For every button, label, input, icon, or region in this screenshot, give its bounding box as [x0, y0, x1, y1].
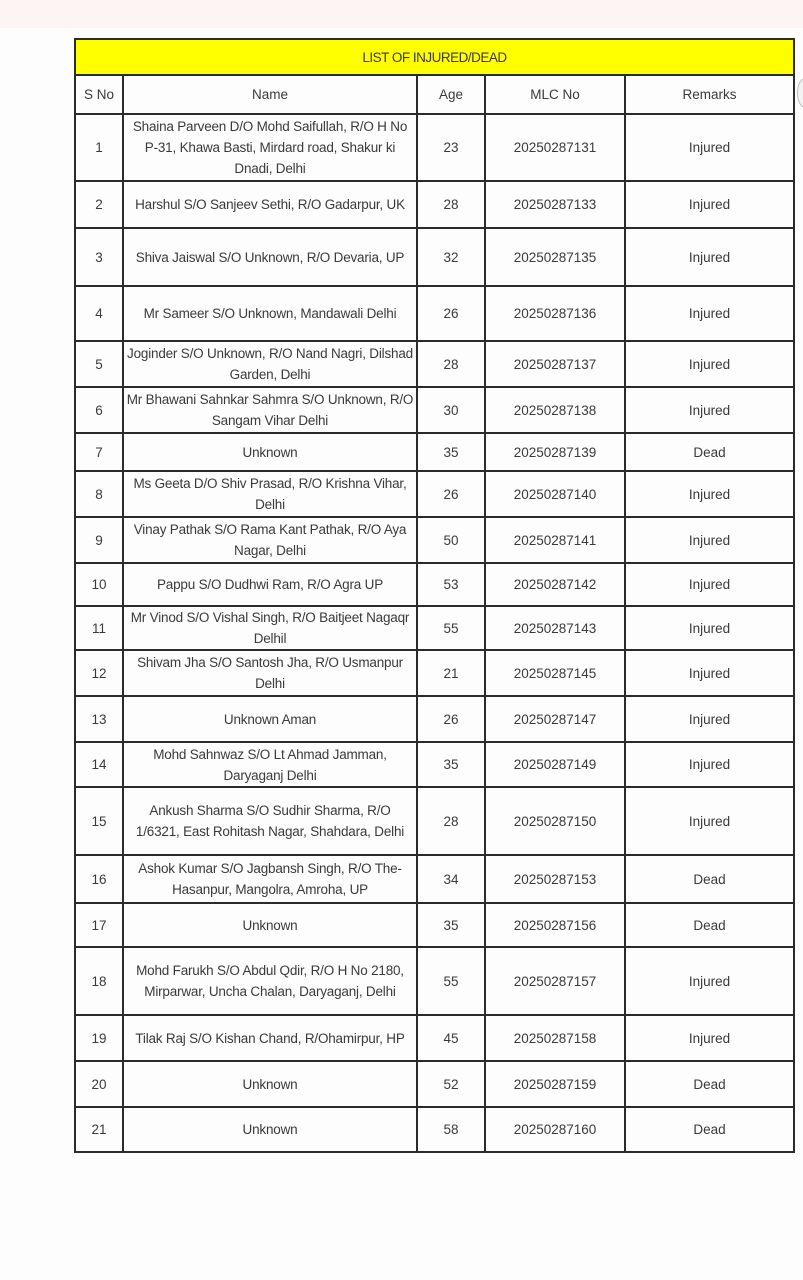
header-remarks: Remarks	[625, 75, 794, 114]
table-row	[75, 1107, 794, 1152]
cell-sno: 1	[75, 114, 123, 181]
table-row	[75, 696, 794, 742]
cell-age: 58	[417, 1107, 485, 1152]
table-row	[75, 286, 794, 341]
cell-mlc-no: 20250287137	[485, 341, 625, 387]
cell-sno: 15	[75, 787, 123, 855]
cell-name: Tilak Raj S/O Kishan Chand, R/Ohamirpur, HP	[123, 1015, 417, 1061]
cell-mlc-no: 20250287158	[485, 1015, 625, 1061]
cell-remarks: Injured	[625, 471, 794, 517]
cell-mlc-no: 20250287142	[485, 563, 625, 606]
cell-sno: 13	[75, 696, 123, 742]
cell-sno: 18	[75, 947, 123, 1015]
cell-age: 35	[417, 433, 485, 471]
cell-mlc-no: 20250287150	[485, 787, 625, 855]
cell-name: Shiva Jaiswal S/O Unknown, R/O Devaria, UP	[123, 228, 417, 286]
table-row	[75, 433, 794, 471]
cell-sno: 6	[75, 387, 123, 433]
cell-remarks: Dead	[625, 1107, 794, 1152]
table-row	[75, 181, 794, 228]
cell-sno: 11	[75, 606, 123, 650]
table-title: LIST OF INJURED/DEAD	[75, 39, 794, 75]
cell-remarks: Injured	[625, 650, 794, 696]
cell-mlc-no: 20250287156	[485, 903, 625, 947]
cell-remarks: Injured	[625, 387, 794, 433]
table-row	[75, 650, 794, 696]
cell-sno: 2	[75, 181, 123, 228]
header-mlc-no: MLC No	[485, 75, 625, 114]
title-row	[75, 39, 794, 75]
cell-mlc-no: 20250287143	[485, 606, 625, 650]
cell-remarks: Dead	[625, 903, 794, 947]
cell-name: Harshul S/O Sanjeev Sethi, R/O Gadarpur, UK	[123, 181, 417, 228]
cell-name: Ashok Kumar S/O Jagbansh Singh, R/O The-Hasanpur, Mangolra, Amroha, UP	[123, 855, 417, 903]
cell-remarks: Injured	[625, 947, 794, 1015]
cell-remarks: Injured	[625, 181, 794, 228]
cell-sno: 7	[75, 433, 123, 471]
cell-remarks: Injured	[625, 228, 794, 286]
table-row	[75, 228, 794, 286]
cell-remarks: Injured	[625, 286, 794, 341]
cell-remarks: Injured	[625, 517, 794, 563]
cell-name: Mohd Farukh S/O Abdul Qdir, R/O H No 2180, Mirparwar, Uncha Chalan, Daryaganj, Delhi	[123, 947, 417, 1015]
cell-age: 28	[417, 341, 485, 387]
injured-dead-table	[74, 38, 795, 1153]
cell-mlc-no: 20250287145	[485, 650, 625, 696]
table-row	[75, 903, 794, 947]
cell-sno: 3	[75, 228, 123, 286]
table-row	[75, 787, 794, 855]
cell-age: 52	[417, 1061, 485, 1107]
cell-name: Shivam Jha S/O Santosh Jha, R/O Usmanpur Delhi	[123, 650, 417, 696]
cell-age: 32	[417, 228, 485, 286]
cell-remarks: Injured	[625, 787, 794, 855]
cell-mlc-no: 20250287131	[485, 114, 625, 181]
table-row	[75, 1061, 794, 1107]
cell-sno: 21	[75, 1107, 123, 1152]
cell-mlc-no: 20250287138	[485, 387, 625, 433]
table-row	[75, 114, 794, 181]
cell-sno: 20	[75, 1061, 123, 1107]
table-row	[75, 947, 794, 1015]
cell-mlc-no: 20250287140	[485, 471, 625, 517]
cell-age: 30	[417, 387, 485, 433]
cell-remarks: Injured	[625, 563, 794, 606]
cell-remarks: Injured	[625, 341, 794, 387]
cell-age: 55	[417, 606, 485, 650]
table-row	[75, 471, 794, 517]
cell-name: Ankush Sharma S/O Sudhir Sharma, R/O 1/6321, East Rohitash Nagar, Shahdara, Delhi	[123, 787, 417, 855]
cell-name: Mr Bhawani Sahnkar Sahmra S/O Unknown, R/O Sangam Vihar Delhi	[123, 387, 417, 433]
cell-sno: 8	[75, 471, 123, 517]
table-row	[75, 387, 794, 433]
cell-mlc-no: 20250287149	[485, 742, 625, 787]
cell-remarks: Dead	[625, 855, 794, 903]
cell-age: 26	[417, 471, 485, 517]
cell-remarks: Injured	[625, 742, 794, 787]
cell-age: 53	[417, 563, 485, 606]
cell-name: Unknown Aman	[123, 696, 417, 742]
table-row	[75, 1015, 794, 1061]
table-row	[75, 563, 794, 606]
cell-mlc-no: 20250287157	[485, 947, 625, 1015]
cell-name: Mohd Sahnwaz S/O Lt Ahmad Jamman, Daryaganj Delhi	[123, 742, 417, 787]
cell-remarks: Injured	[625, 696, 794, 742]
table-row	[75, 517, 794, 563]
header-row	[75, 75, 794, 114]
cell-mlc-no: 20250287135	[485, 228, 625, 286]
cell-age: 23	[417, 114, 485, 181]
header-age: Age	[417, 75, 485, 114]
cell-mlc-no: 20250287153	[485, 855, 625, 903]
cell-mlc-no: 20250287139	[485, 433, 625, 471]
cell-sno: 17	[75, 903, 123, 947]
cell-mlc-no: 20250287136	[485, 286, 625, 341]
cell-sno: 9	[75, 517, 123, 563]
cell-mlc-no: 20250287141	[485, 517, 625, 563]
cell-name: Mr Vinod S/O Vishal Singh, R/O Baitjeet Nagaqr Delhil	[123, 606, 417, 650]
cell-age: 21	[417, 650, 485, 696]
cell-mlc-no: 20250287160	[485, 1107, 625, 1152]
cell-name: Unknown	[123, 1107, 417, 1152]
cell-mlc-no: 20250287159	[485, 1061, 625, 1107]
cell-age: 34	[417, 855, 485, 903]
table-row	[75, 855, 794, 903]
table-row	[75, 742, 794, 787]
cell-age: 35	[417, 742, 485, 787]
cell-sno: 4	[75, 286, 123, 341]
cell-age: 28	[417, 181, 485, 228]
header-name: Name	[123, 75, 417, 114]
cell-remarks: Dead	[625, 433, 794, 471]
cell-mlc-no: 20250287133	[485, 181, 625, 228]
cell-sno: 10	[75, 563, 123, 606]
cell-sno: 16	[75, 855, 123, 903]
table-row	[75, 606, 794, 650]
cell-age: 55	[417, 947, 485, 1015]
cell-name: Pappu S/O Dudhwi Ram, R/O Agra UP	[123, 563, 417, 606]
cell-name: Unknown	[123, 433, 417, 471]
cell-mlc-no: 20250287147	[485, 696, 625, 742]
cell-age: 50	[417, 517, 485, 563]
cell-age: 35	[417, 903, 485, 947]
cell-remarks: Injured	[625, 114, 794, 181]
cell-remarks: Injured	[625, 1015, 794, 1061]
cell-remarks: Dead	[625, 1061, 794, 1107]
cell-name: Joginder S/O Unknown, R/O Nand Nagri, Dilshad Garden, Delhi	[123, 341, 417, 387]
cell-name: Shaina Parveen D/O Mohd Saifullah, R/O H No P-31, Khawa Basti, Mirdard road, Shakur ki Dnadi, Delhi	[123, 114, 417, 181]
cell-sno: 5	[75, 341, 123, 387]
scroll-handle[interactable]	[797, 78, 803, 108]
header-sno: S No	[75, 75, 123, 114]
table-row	[75, 341, 794, 387]
cell-age: 28	[417, 787, 485, 855]
cell-name: Ms Geeta D/O Shiv Prasad, R/O Krishna Vihar, Delhi	[123, 471, 417, 517]
top-strip	[0, 0, 803, 28]
cell-age: 26	[417, 696, 485, 742]
cell-name: Unknown	[123, 1061, 417, 1107]
cell-age: 26	[417, 286, 485, 341]
cell-name: Mr Sameer S/O Unknown, Mandawali Delhi	[123, 286, 417, 341]
cell-sno: 19	[75, 1015, 123, 1061]
cell-age: 45	[417, 1015, 485, 1061]
cell-sno: 12	[75, 650, 123, 696]
cell-sno: 14	[75, 742, 123, 787]
cell-name: Vinay Pathak S/O Rama Kant Pathak, R/O Aya Nagar, Delhi	[123, 517, 417, 563]
cell-name: Unknown	[123, 903, 417, 947]
cell-remarks: Injured	[625, 606, 794, 650]
table-body	[75, 114, 794, 1152]
